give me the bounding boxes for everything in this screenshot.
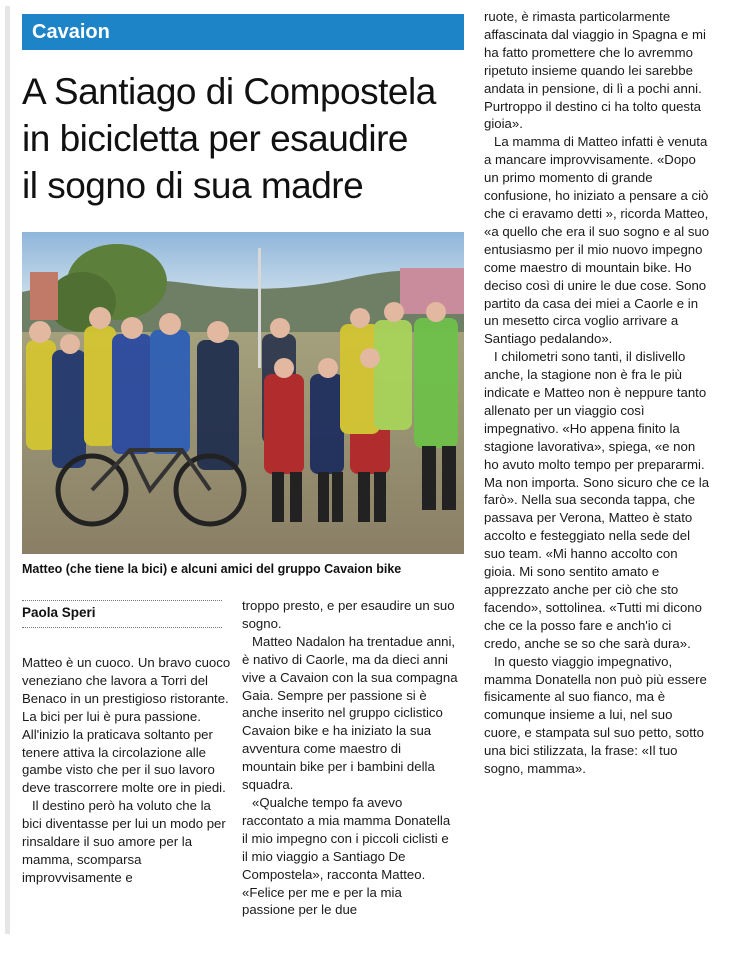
author-byline: Paola Speri (22, 605, 96, 620)
group-photo-illustration (22, 232, 464, 554)
byline-block (22, 600, 222, 628)
paragraph: «Qualche tempo fa avevo raccontato a mia mamma Donatella il mio impegno con i piccoli ciclisti e il mio viaggio a Santiago De Compostela», racconta Matteo. «Felice per me e per la mia passione per le due (242, 794, 451, 918)
section-header: Cavaion (22, 14, 464, 50)
paragraph: Matteo Nadalon ha trentadue anni, è nativo di Caorle, ma da dieci anni vive a Cavaion con la sua compagna Gaia. Sempre per passione si è anche inserito nel gruppo ciclistico Cavaion bike e ha iniziato la sua avventura come maestro di mountain bike per i bambini della squadra. (242, 633, 458, 793)
article-column-3 (484, 8, 710, 778)
paragraph: In questo viaggio impegnativo, mamma Donatella non può più essere fisicamente al suo fianco, ma è comunque insieme a lui, nel suo cuore, e stampata sul suo petto, sotto una bici stilizzata, la frase: «Il tuo sogno, mamma». (484, 653, 707, 777)
headline-line: il sogno di sua madre (22, 165, 364, 206)
paragraph: La mamma di Matteo infatti è venuta a mancare improvvisamente. «Dopo un primo momento di grande confusione, ho iniziato a pensare a ciò che ci eravamo detti », ricorda Matteo, «a quello che era il suo sogno e al suo entusiasmo per il mio nuovo impegno come maestro di mountain bike. Ho deciso così di unire le due cose. Sono partito da casa dei miei a Caorle e in un mesetto circa voglio arrivare a Santiago pedalando». (484, 134, 710, 347)
dotted-divider (22, 627, 222, 628)
page-margin-rule (5, 6, 10, 934)
photo-caption: Matteo (che tiene la bici) e alcuni amici del gruppo Cavaion bike (22, 562, 402, 576)
paragraph: ruote, è rimasta particolarmente affascinata dal viaggio in Spagna e mi ha fatto promettere che lo avremmo ripetuto insieme quando lei sarebbe andata in pensione, di lì a pochi anni. Purtroppo il destino ci ha tolto questa gioia». (484, 9, 706, 132)
paragraph: I chilometri sono tanti, il dislivello anche, la stagione non è fra le più indicate e Matteo non è neppure tanto allenato per un viaggio così impegnativo. «Ho appena finito la stagione lavorativa», spiega, «e non ho avuto molto tempo per prepararmi. Ma non importa. Sono sicuro che ce la farò». Nella sua seconda tappa, che passava per Verona, Matteo è stato accolto e festeggiato nella sede del suo team. «Mi hanno accolto con gioia. Mi sono sentito amato e apprezzato anche per ciò che sto facendo», sottolinea. «Tutti mi dicono che ce la posso fare e anch'io ci credo, anche se so che sarà dura». (484, 349, 710, 651)
article-column-2 (242, 597, 458, 919)
group-photo (22, 232, 464, 554)
headline-line: A Santiago di Compostela (22, 71, 436, 112)
headline-line: in bicicletta per esaudire (22, 118, 408, 159)
headline (22, 68, 472, 209)
paragraph: Il destino però ha voluto che la bici diventasse per lui un modo per rinsaldare il suo amore per la mamma, scomparsa improvvisamente e (22, 798, 226, 885)
article-column-1 (22, 654, 232, 887)
paragraph: Matteo è un cuoco. Un bravo cuoco veneziano che lavora a Torri del Benaco in un prestigioso ristorante. La bici per lui è pura passione. All'inizio la praticava soltanto per tenere attiva la circolazione alle gambe visto che per il suo lavoro deve trascorrere molte ore in piedi. (22, 655, 231, 796)
paragraph: troppo presto, e per esaudire un suo sogno. (242, 598, 455, 631)
